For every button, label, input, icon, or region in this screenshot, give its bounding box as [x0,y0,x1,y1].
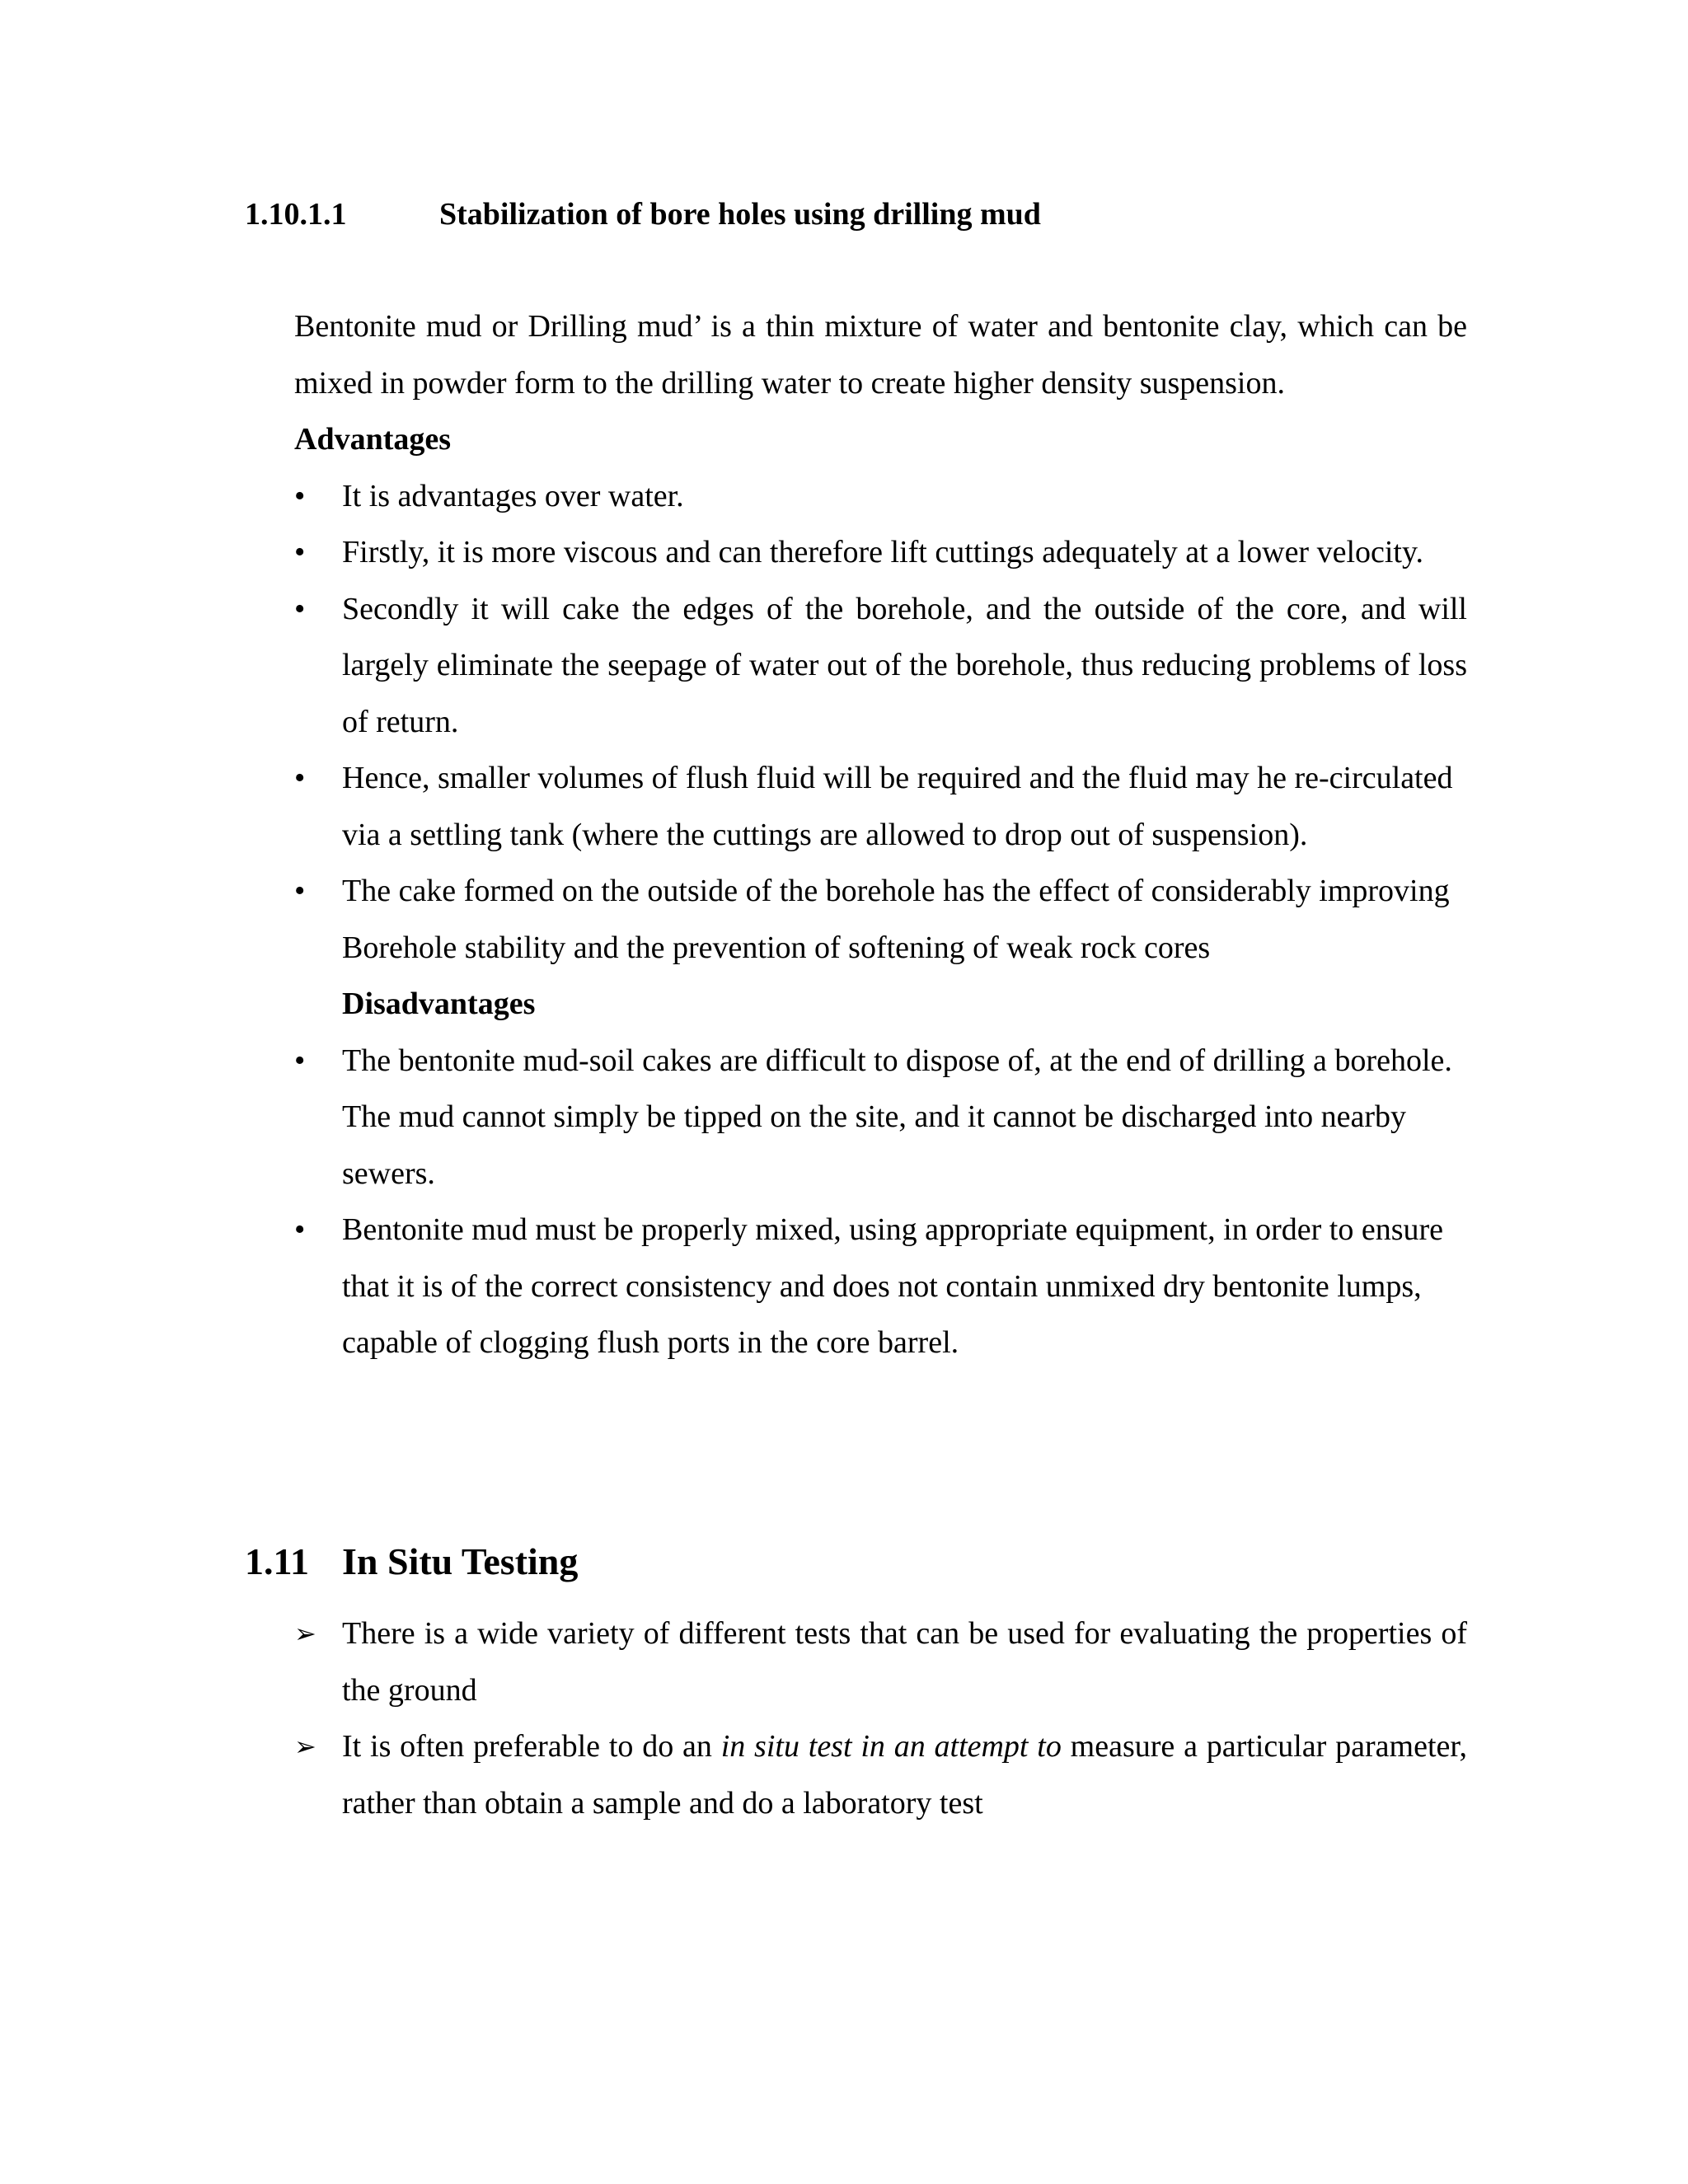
bullet-icon: • [294,478,306,513]
in-situ-list [294,1605,1467,1831]
list-item [294,581,1467,751]
list-item-text: Bentonite mud must be properly mixed, using appropriate equipment, in order to ensure that it is of the correct consistency and does not contain unmixed dry bentonite lumps, capable of clogging flush ports in the core barrel. [342,1212,1444,1360]
list-item [294,468,1467,525]
list-item [294,750,1467,863]
disadvantages-label: Disadvantages [342,987,536,1021]
list-item-text: The cake formed on the outside of the borehole has the effect of considerably improving Borehole stability and the prevention of softening of weak rock cores [342,874,1450,965]
subsection-title: Stabilization of bore holes using drilling mud [439,197,1041,232]
bullet-icon: • [294,874,306,908]
bullet-icon: • [294,535,306,569]
list-item-text: Firstly, it is more viscous and can therefore lift cuttings adequately at a lower velocity. [342,535,1424,569]
disadvantages-list [294,1033,1467,1371]
list-item [294,1033,1467,1202]
bullet-icon: • [294,591,306,626]
list-item-text: The bentonite mud-soil cakes are difficult to dispose of, at the end of drilling a borehole. The mud cannot simply be tipped on the site, and it cannot be discharged into nearby sewers. [342,1043,1452,1191]
intro-paragraph: Bentonite mud or Drilling mud’ is a thin mixture of water and bentonite clay, which can be mixed in powder form to the drilling water to create higher density suspension. [294,309,1467,401]
list-item-text: There is a wide variety of different tests that can be used for evaluating the properties of the ground [342,1616,1467,1708]
bullet-icon: • [294,1043,306,1078]
section-title: In Situ Testing [342,1540,579,1582]
list-item [294,863,1467,976]
section-number: 1.11 [245,1540,309,1582]
arrow-bullet-icon: ➢ [294,1618,316,1649]
list-item-text: Secondly it will cake the edges of the borehole, and the outside of the core, and will largely eliminate the seepage of water out of the borehole, thus reducing problems of loss of return. [342,591,1467,739]
advantages-list [294,468,1467,977]
list-item-text-pre: It is often preferable to do an [342,1729,721,1764]
advantages-label: Advantages [294,422,452,457]
arrow-bullet-icon: ➢ [294,1731,316,1762]
list-item-text: Hence, smaller volumes of flush fluid will be required and the fluid may he re-circulated via a settling tank (where the cuttings are allowed to drop out of suspension). [342,761,1453,852]
list-item [294,524,1467,581]
subsection-number: 1.10.1.1 [245,197,347,232]
bullet-icon: • [294,1212,306,1247]
bullet-icon: • [294,761,306,795]
list-item [294,1202,1467,1371]
list-item [294,1605,1467,1718]
subsection-body [294,298,1467,1371]
list-item-text-italic: in situ test in an attempt to [720,1729,1062,1764]
list-item-text: It is advantages over water. [342,478,684,513]
section-body [294,1605,1467,1831]
list-item-text-post: measure a particular parameter, rather than obtain a sample and do a laboratory test [342,1729,1467,1821]
list-item [294,1718,1467,1831]
